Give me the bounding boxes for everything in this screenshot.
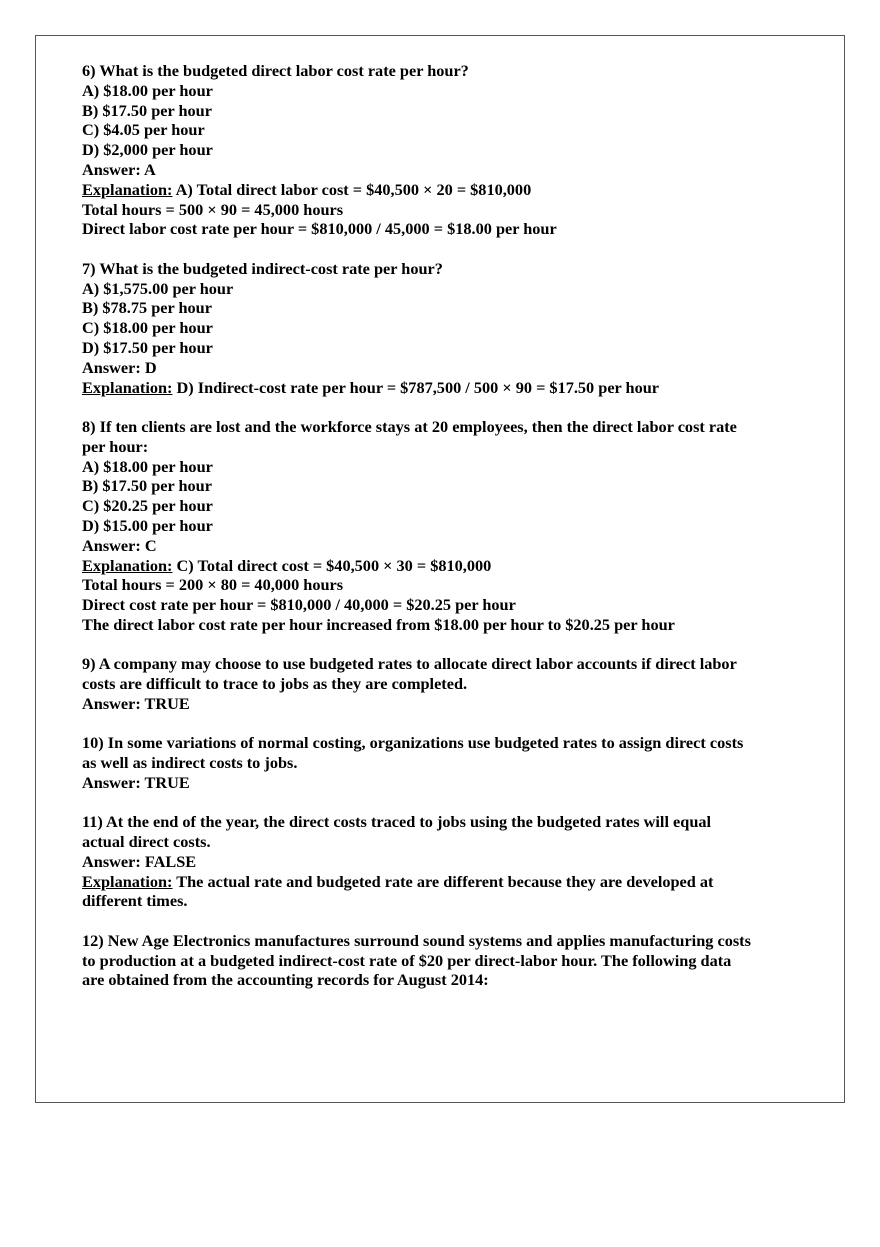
question-text: per hour: [82, 436, 149, 456]
option-b: B) $17.50 per hour [82, 476, 212, 496]
explanation [82, 872, 802, 892]
question-6 [82, 61, 802, 239]
option-c: C) $20.25 per hour [82, 496, 213, 516]
explanation-line: different times. [82, 891, 188, 911]
explanation [82, 556, 802, 576]
explanation-line: Direct labor cost rate per hour = $810,000 / 45,000 = $18.00 per hour [82, 219, 557, 239]
option-d: D) $17.50 per hour [82, 337, 213, 357]
explanation-text: C) Total direct cost = $40,500 × 30 = $810,000 [172, 555, 492, 575]
explanation-line: Total hours = 500 × 90 = 45,000 hours [82, 199, 344, 219]
answer: Answer: D [82, 357, 157, 377]
document-content [82, 61, 802, 990]
answer: Answer: TRUE [82, 772, 190, 792]
explanation-label: Explanation: [82, 871, 173, 891]
option-c: C) $4.05 per hour [82, 120, 205, 140]
question-text: actual direct costs. [82, 832, 211, 852]
question-10 [82, 733, 802, 792]
question-text: 7) What is the budgeted indirect-cost rate per hour? [82, 258, 443, 278]
question-8 [82, 417, 802, 635]
explanation-label: Explanation: [82, 377, 173, 397]
explanation-line: The direct labor cost rate per hour increased from $18.00 per hour to $20.25 per hour [82, 614, 675, 634]
question-text: as well as indirect costs to jobs. [82, 753, 298, 773]
explanation-text: D) Indirect-cost rate per hour = $787,500 / 500 × 90 = $17.50 per hour [172, 377, 660, 397]
question-11 [82, 812, 802, 911]
option-b: B) $17.50 per hour [82, 100, 212, 120]
question-text: 10) In some variations of normal costing, organizations use budgeted rates to assign direct costs [82, 733, 744, 753]
explanation-text: The actual rate and budgeted rate are different because they are developed at [172, 871, 714, 891]
question-12 [82, 931, 802, 990]
answer: Answer: TRUE [82, 693, 190, 713]
explanation [82, 180, 802, 200]
question-text: costs are difficult to trace to jobs as they are completed. [82, 674, 468, 694]
option-d: D) $15.00 per hour [82, 515, 213, 535]
explanation-line: Direct cost rate per hour = $810,000 / 40,000 = $20.25 per hour [82, 595, 516, 615]
option-d: D) $2,000 per hour [82, 140, 213, 160]
option-c: C) $18.00 per hour [82, 318, 213, 338]
explanation-label: Explanation: [82, 555, 173, 575]
answer: Answer: FALSE [82, 851, 197, 871]
question-7 [82, 259, 802, 398]
explanation [82, 378, 802, 398]
answer: Answer: C [82, 535, 157, 555]
question-9 [82, 654, 802, 713]
option-a: A) $1,575.00 per hour [82, 278, 234, 298]
option-a: A) $18.00 per hour [82, 80, 213, 100]
question-text: are obtained from the accounting records for August 2014: [82, 970, 489, 990]
question-text: 11) At the end of the year, the direct costs traced to jobs using the budgeted rates will equal [82, 812, 712, 832]
question-text: 12) New Age Electronics manufactures surround sound systems and applies manufacturing costs [82, 930, 751, 950]
explanation-text: A) Total direct labor cost = $40,500 × 20 = $810,000 [172, 179, 532, 199]
option-a: A) $18.00 per hour [82, 456, 213, 476]
option-b: B) $78.75 per hour [82, 298, 212, 318]
explanation-line: Total hours = 200 × 80 = 40,000 hours [82, 575, 344, 595]
answer: Answer: A [82, 159, 156, 179]
question-text: 8) If ten clients are lost and the workforce stays at 20 employees, then the direct labor cost rate [82, 416, 737, 436]
question-text: 9) A company may choose to use budgeted rates to allocate direct labor accounts if direct labor [82, 654, 737, 674]
explanation-label: Explanation: [82, 179, 173, 199]
question-text: to production at a budgeted indirect-cost rate of $20 per direct-labor hour. The following data [82, 950, 732, 970]
question-text: 6) What is the budgeted direct labor cost rate per hour? [82, 61, 469, 80]
